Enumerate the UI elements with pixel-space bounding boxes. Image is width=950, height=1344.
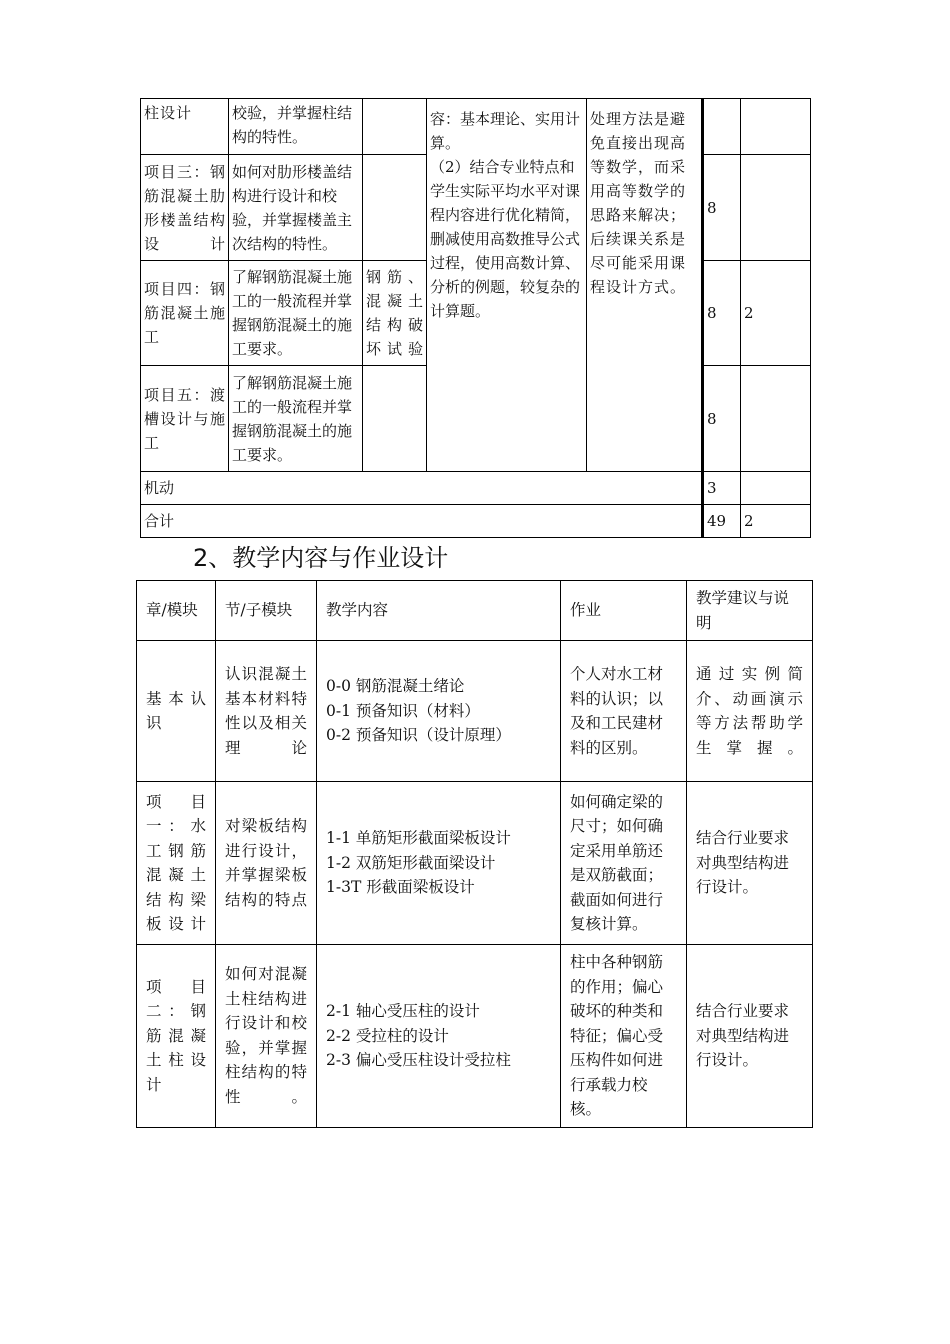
flex-lab-hours — [741, 472, 811, 505]
module-cell: 柱设计 — [141, 99, 229, 155]
module-cell: 项目四：钢筋混凝土施工 — [141, 261, 229, 366]
content-line: 2-3 偏心受压柱设计受拉柱 — [326, 1051, 511, 1069]
teaching-content-table — [136, 580, 813, 1128]
content-cell — [317, 641, 561, 782]
objective-cell: 了解钢筋混凝土施工的一般流程并掌握钢筋混凝土的施工要求。 — [229, 261, 363, 366]
total-hours: 49 — [703, 505, 741, 538]
lab-hours-cell — [741, 99, 811, 155]
table-row — [137, 945, 813, 1128]
hours-cell — [703, 99, 741, 155]
header-advice: 教学建议与说明 — [687, 581, 813, 641]
section-cell: 对梁板结构进行设计，并掌握梁板结构的特点 — [216, 782, 317, 945]
experiment-cell — [363, 99, 427, 155]
objective-cell: 如何对肋形楼盖结构进行设计和校验，并掌握楼盖主次结构的特性。 — [229, 155, 363, 261]
header-chapter: 章/模块 — [137, 581, 216, 641]
objective-cell: 了解钢筋混凝土施工的一般流程并掌握钢筋混凝土的施工要求。 — [229, 366, 363, 472]
table-row — [141, 99, 811, 155]
experiment-cell: 钢筋、混凝土结构破坏试验 — [363, 261, 427, 366]
homework-cell: 柱中各种钢筋的作用；偏心破坏的种类和特征；偏心受压构件如何进行承载力校核。 — [561, 945, 687, 1128]
section-cell: 如何对混凝土柱结构进行设计和校验，并掌握柱结构的特性。 — [216, 945, 317, 1128]
flex-label: 机动 — [141, 472, 703, 505]
experiment-cell — [363, 155, 427, 261]
course-schedule-table — [140, 98, 811, 538]
total-lab-hours: 2 — [741, 505, 811, 538]
content-line: 0-0 钢筋混凝土绪论 — [326, 677, 465, 696]
table-row — [137, 782, 813, 945]
module-cell: 项目三：钢筋混凝土肋形楼盖结构设计 — [141, 155, 229, 261]
content-line: 0-1 预备知识（材料） — [326, 701, 480, 720]
advice-cell: 通过实例简介、动画演示等方法帮助学生掌握。 — [687, 641, 813, 782]
advice-cell: 结合行业要求对典型结构进行设计。 — [687, 945, 813, 1128]
hours-cell: 8 — [703, 261, 741, 366]
experiment-cell — [363, 366, 427, 472]
flex-row — [141, 472, 811, 505]
total-label: 合计 — [141, 505, 703, 538]
header-section: 节/子模块 — [216, 581, 317, 641]
content-processing-cell: 容：基本理论、实用计算。 （2）结合专业特点和学生实际平均水平对课程内容进行优化精简，删减使用高数推导公式过程，使用高数计算、分析的例题，较复杂的计算题。 — [427, 99, 587, 472]
content-line: 1-3T 形截面梁板设计 — [326, 878, 475, 897]
flex-hours: 3 — [703, 472, 741, 505]
lab-hours-cell — [741, 366, 811, 472]
chapter-cell: 项目一：水工钢筋混凝土结构梁板设计 — [137, 782, 216, 945]
content-line: 1-1 单筋矩形截面梁板设计 — [326, 829, 511, 848]
content-line: 2-2 受拉柱的设计 — [326, 1026, 449, 1045]
header-row — [137, 581, 813, 641]
content-line: 2-1 轴心受压柱的设计 — [326, 1002, 480, 1020]
header-homework: 作业 — [561, 581, 687, 641]
hours-cell: 8 — [703, 366, 741, 472]
homework-cell: 如何确定梁的尺寸；如何确定采用单筋还是双筋截面；截面如何进行复核计算。 — [561, 782, 687, 945]
section-heading: 2、教学内容与作业设计 — [193, 544, 449, 572]
hours-cell: 8 — [703, 155, 741, 261]
lab-hours-cell: 2 — [741, 261, 811, 366]
content-line: 1-2 双筋矩形截面梁设计 — [326, 853, 496, 872]
section-cell: 认识混凝土基本材料特性以及相关理论 — [216, 641, 317, 782]
method-cell: 处理方法是避免直接出现高等数学，而采用高等数学的思路来解决；后续课关系是尽可能采用课程设计方式。 — [587, 99, 703, 472]
content-cell — [317, 782, 561, 945]
total-row — [141, 505, 811, 538]
table-row — [137, 641, 813, 782]
content-cell — [317, 945, 561, 1128]
lab-hours-cell — [741, 155, 811, 261]
chapter-cell: 项目二：钢筋混凝土柱设计 — [137, 945, 216, 1128]
homework-cell: 个人对水工材料的认识；以及和工民建材料的区别。 — [561, 641, 687, 782]
chapter-cell: 基本认识 — [137, 641, 216, 782]
content-line: 0-2 预备知识（设计原理） — [326, 726, 511, 745]
module-cell: 项目五：渡槽设计与施工 — [141, 366, 229, 472]
objective-cell: 校验，并掌握柱结构的特性。 — [229, 99, 363, 155]
header-content: 教学内容 — [317, 581, 561, 641]
advice-cell: 结合行业要求对典型结构进行设计。 — [687, 782, 813, 945]
